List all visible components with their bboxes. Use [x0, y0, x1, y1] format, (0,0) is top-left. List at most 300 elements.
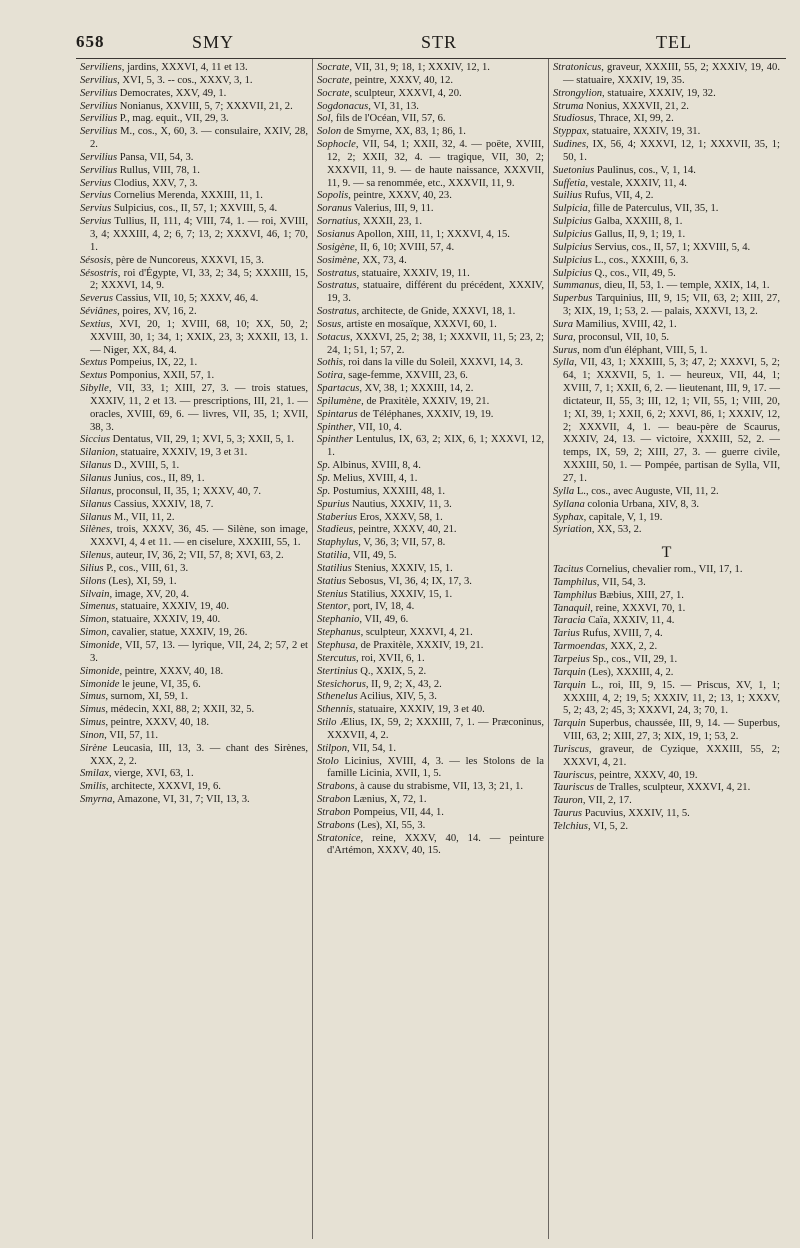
entry-references: , roi d'Égypte, VI, 33, 2; 34, 5; XXXIII, 15, 2; XXXVI, 14, 9.: [90, 267, 308, 292]
entry-references: Cassius, XXXIV, 18, 7.: [111, 498, 214, 510]
entry-headword: Spinther: [317, 434, 353, 446]
entry-headword: Sothis: [317, 357, 343, 369]
entry-headword: Spilumène: [317, 395, 362, 407]
entry-references: L., roi, III, 9, 15. — Priscus, XV, 1, 1; XXXIII, 4, 2; 19, 5; XXXIV, 11, 2; 13, 1; XXXV, 5, 2; 43, 2; 45, 3; XXXVI, 24, 3; 70, 1.: [563, 679, 780, 717]
entry-references: M., VII, 11, 2.: [111, 511, 175, 523]
entry-headword: Statilia: [317, 550, 348, 562]
index-entry: [80, 268, 308, 294]
entry-references: , VII, 31, 9; 18, 1; XXXIV, 12, 1.: [349, 62, 490, 73]
entry-headword: Simus: [80, 691, 106, 703]
entry-headword: Strabons: [317, 781, 355, 793]
page-number: 658: [76, 32, 105, 51]
entry-references: , statuaire, différent du précédent, XXXIV, 19, 3.: [327, 280, 544, 305]
index-entry: [80, 679, 308, 692]
entry-references: Rufus, XVIII, 7, 4.: [579, 628, 663, 640]
entry-headword: Syriation: [553, 524, 592, 536]
entry-headword: Socrate: [317, 62, 350, 73]
entry-headword: Simon: [80, 627, 107, 639]
index-entry: [317, 62, 544, 75]
index-entry: [80, 178, 308, 191]
entry-headword: Servilius: [80, 151, 118, 163]
entry-headword: Silius: [80, 562, 104, 574]
entry-references: , capitale, V, 1, 19.: [583, 511, 663, 523]
index-entry: [317, 190, 544, 203]
entry-headword: Sibylle: [80, 383, 109, 395]
entry-references: , statuaire, XXXIV, 19, 40.: [106, 614, 221, 626]
entry-references: Lentulus, IX, 63, 2; XIX, 6, 1; XXXVI, 12, 1.: [327, 434, 544, 459]
index-entry: [553, 615, 780, 628]
index-entry: [553, 512, 780, 525]
entry-headword: Solon: [317, 126, 342, 138]
entry-references: Eros, XXXV, 58, 1.: [357, 511, 443, 523]
entry-references: , médecin, XXI, 88, 2; XXII, 32, 5.: [105, 704, 255, 716]
entry-references: Leucasia, III, 13, 3. — chant des Sirènes, XXX, 2, 2.: [90, 742, 308, 767]
entry-references: Cornelius, chevalier rom., VII, 17, 1.: [583, 564, 743, 576]
entry-references: , XXXII, 23, 1.: [357, 216, 423, 228]
entry-headword: Simonide: [80, 678, 120, 690]
index-entry: [80, 319, 308, 358]
entry-headword: Sinon: [80, 729, 105, 741]
index-entry: [317, 807, 544, 820]
entry-references: Junius, cos., II, 89, 1.: [111, 473, 205, 484]
entry-references: Stenius, XXXIV, 15, 1.: [351, 562, 453, 574]
entry-headword: Sosus: [317, 318, 342, 330]
entry-references: , image, XV, 20, 4.: [109, 588, 189, 600]
entry-references: , nom d'un éléphant, VIII, 5, 1.: [577, 344, 708, 356]
entry-headword: Tarquin: [553, 679, 586, 691]
entry-references: , fille de Paterculus, VII, 35, 1.: [587, 203, 719, 215]
entry-headword: Spintarus: [317, 408, 358, 420]
entry-references: , peintre, XXXV, 40, 18.: [119, 665, 224, 677]
entry-references: Pansa, VII, 54, 3.: [117, 151, 194, 163]
index-entry: [80, 88, 308, 101]
entry-headword: Superbus: [553, 293, 593, 305]
entry-references: Sp., cos., VII, 29, 1.: [589, 653, 678, 665]
index-entry: [553, 680, 780, 719]
index-entry: [317, 229, 544, 242]
entry-references: Pacuvius, XXXIV, 11, 5.: [582, 808, 690, 820]
entry-references: , XXX, 2, 2.: [605, 641, 658, 653]
entry-references: , Thrace, XI, 99, 2.: [593, 113, 674, 125]
entry-headword: Sp.: [317, 473, 331, 484]
entry-references: Rullus, VIII, 78, 1.: [117, 164, 200, 176]
entry-headword: Socrate: [317, 74, 350, 86]
entry-headword: Spurius: [317, 498, 350, 510]
index-entry: [317, 781, 544, 794]
entry-headword: Sopolis: [317, 190, 349, 202]
entry-headword: Staberius: [317, 511, 358, 523]
index-entry: [317, 319, 544, 332]
entry-headword: Staphylus: [317, 537, 359, 549]
entry-references: L., cos., XXXIII, 6, 3.: [591, 254, 689, 266]
entry-references: , II, 6, 10; XVIII, 57, 4.: [354, 241, 455, 253]
entry-headword: Sp.: [317, 460, 331, 472]
header-center-guide-word: STR: [421, 32, 458, 52]
entry-references: , VII, 54, 3.: [596, 576, 646, 588]
entry-headword: Séviânes: [80, 306, 118, 318]
index-entry: [317, 422, 544, 435]
index-entry: [317, 743, 544, 756]
index-entry: [317, 640, 544, 653]
entry-references: Cornelius Merenda, XXXIII, 11, 1.: [111, 190, 263, 202]
entry-headword: Sura: [553, 331, 574, 343]
entry-references: D., XVIII, 5, 1.: [111, 460, 180, 472]
entry-references: P., mag. equit., VII, 29, 3.: [117, 113, 229, 125]
index-entry: [317, 357, 544, 370]
entry-references: , XX, 73, 4.: [357, 254, 407, 266]
index-entry: [317, 460, 544, 473]
index-entry: [553, 126, 780, 139]
entry-headword: Summanus: [553, 280, 599, 292]
entry-references: , reine, XXXVI, 70, 1.: [590, 602, 686, 614]
entry-headword: Tarquin: [553, 718, 586, 730]
entry-references: , VII, 33, 1; XIII, 27, 3. — trois statues, XXXIV, 11, 2 et 13. — prescriptions, III, 21, 1. — oracles, XVIII, 69, 6. — livres, VII, 35, 1; XVII, 38, 3.: [90, 383, 308, 433]
entry-references: , jardins, XXXVI, 4, 11 et 13.: [121, 62, 248, 73]
entry-references: , de Praxitèle, XXXIV, 19, 21.: [361, 395, 490, 407]
index-entry: [553, 242, 780, 255]
entry-headword: Stephusa: [317, 639, 356, 651]
entry-headword: Stilo: [317, 717, 337, 729]
entry-headword: Struma: [553, 100, 584, 112]
entry-headword: Tanaquil: [553, 602, 591, 614]
entry-references: Servius, cos., II, 57, 1; XXVIII, 5, 4.: [591, 241, 751, 253]
entry-headword: Smilax: [80, 768, 109, 780]
entry-headword: Silenus: [80, 550, 111, 562]
entry-references: , de Praxitèle, XXXIV, 19, 21.: [355, 639, 484, 651]
entry-headword: Servius: [80, 190, 112, 202]
entry-references: , VII, 10, 4.: [352, 421, 402, 433]
entry-references: Mamilius, XVIII, 42, 1.: [573, 318, 677, 330]
entry-headword: Strabons: [317, 819, 355, 831]
index-entry: [80, 370, 308, 383]
entry-headword: Servilius: [80, 74, 118, 86]
entry-references: Cassius, VII, 10, 5; XXXV, 46, 4.: [112, 293, 259, 305]
entry-headword: Sthennis: [317, 704, 353, 716]
entry-headword: Servilius: [80, 100, 118, 112]
entry-headword: Sp.: [317, 485, 331, 497]
index-entry: [80, 717, 308, 730]
entry-references: , père de Nuncoreus, XXXVI, 15, 3.: [110, 254, 264, 266]
entry-references: , VII, 43, 1; XXXIII, 5, 3; 47, 2; XXXVI, 5, 2; 64, 1; XXXVII, 5, 1. — heureux, VII, 44, 1; XVIII, 7, 1; XXII, 6, 2. — lieutenant, III, 9, 17. — dictateur, II, 55, 3; III, 12, 1; VII, 55, 1; VIII, 20, 1; XI, 39, 1; XXII, 6, 2; XXVI, 86, 1; XXXIV, 12, 2; XXXVII, 4, 1. — beau-père de Scaurus, XXXIV, 24, 13. — victoire, XXXIII, 52, 2. — temps, IX, 59, 2; XIII, 27, 3. — guerre civile, XXXIII, 50, 1. — Pompée, partisan de Sylla, VII, 27, 1.: [563, 357, 780, 484]
index-entry: [80, 460, 308, 473]
entry-headword: Sylla: [553, 485, 575, 497]
entry-headword: Silanus: [80, 460, 112, 472]
index-entry: [317, 370, 544, 383]
entry-references: , VII, 54, 1.: [347, 742, 396, 754]
entry-references: Sulpicius, cos., II, 57, 1; XXVIII, 5, 4.: [111, 203, 278, 215]
entry-headword: Strabon: [317, 794, 351, 806]
entry-headword: Tauriscus: [553, 782, 594, 794]
index-entry: [553, 101, 780, 114]
entry-headword: Silons: [80, 575, 106, 587]
entry-headword: Stertinius: [317, 665, 358, 677]
entry-headword: Servius: [80, 203, 112, 215]
entry-headword: Suffetia: [553, 177, 586, 189]
entry-references: Valerius, III, 9, 11.: [351, 203, 434, 215]
entry-references: , dieu, II, 53, 1. — temple, XXIX, 14, 1.: [598, 280, 770, 292]
entry-references: Melius, XVIII, 4, 1.: [330, 473, 418, 484]
entry-references: , surnom, XI, 59, 1.: [105, 691, 188, 703]
entry-references: , sculpteur, XXXVI, 4, 21.: [360, 627, 473, 639]
index-entry: [553, 255, 780, 268]
entry-references: Albinus, XVIII, 8, 4.: [330, 460, 421, 472]
index-entry: [553, 203, 780, 216]
index-entry: [553, 62, 780, 88]
entry-headword: Sosigène: [317, 241, 355, 253]
entry-headword: Statius: [317, 575, 346, 587]
entry-references: , peintre, XXXV, 40, 23.: [348, 190, 452, 202]
entry-headword: Sornatius: [317, 216, 358, 228]
index-entry: [80, 563, 308, 576]
entry-headword: Sylla: [553, 357, 575, 369]
index-entry: [317, 691, 544, 704]
entry-references: , roi, XVII, 6, 1.: [356, 652, 425, 664]
entry-references: Paulinus, cos., V, 1, 14.: [594, 164, 696, 176]
entry-headword: Tauriscus: [553, 769, 594, 781]
index-column-3: [548, 59, 784, 1239]
index-entry: [80, 293, 308, 306]
index-entry: [553, 641, 780, 654]
entry-headword: Stadieus: [317, 524, 353, 536]
entry-headword: Stolo: [317, 755, 339, 767]
index-entry: [317, 601, 544, 614]
entry-references: , Amazone, VI, 31, 7; VII, 13, 3.: [112, 794, 250, 806]
entry-references: , à cause du strabisme, VII, 13, 3; 21, 1.: [354, 781, 524, 793]
entry-headword: Tamphilus: [553, 589, 597, 601]
entry-references: , VII, 57, 11.: [104, 729, 158, 741]
index-entry: [80, 576, 308, 589]
index-entry: [317, 332, 544, 358]
entry-references: , peintre, XXXV, 40, 12.: [349, 74, 454, 86]
entry-references: , VII, 49, 6.: [359, 614, 409, 626]
entry-headword: Syphax: [553, 511, 584, 523]
entry-references: Acilius, XIV, 5, 3.: [357, 691, 437, 703]
entry-references: de Tralles, sculpteur, XXXVI, 4, 21.: [593, 782, 751, 794]
entry-headword: Sextus: [80, 357, 108, 369]
entry-references: , peintre, XXXV, 40, 21.: [352, 524, 457, 536]
entry-references: Pomponius, XXII, 57, 1.: [107, 370, 215, 382]
index-entry: [80, 473, 308, 486]
index-entry: [80, 190, 308, 203]
index-entry: [553, 190, 780, 203]
index-entry: [317, 409, 544, 422]
index-entry: [80, 75, 308, 88]
entry-references: , XVI, 20, 1; XVIII, 68, 10; XX, 50, 2; XXVIII, 30, 1; 34, 1; XXIX, 23, 3; XXXII, 13, 1. — Niger, XX, 84, 4.: [90, 318, 308, 356]
index-entry: [553, 628, 780, 641]
index-entry: [553, 524, 780, 537]
index-entry: [317, 666, 544, 679]
entry-headword: Simenus: [80, 601, 116, 613]
index-entry: [553, 808, 780, 821]
index-entry: [553, 499, 780, 512]
entry-references: Superbus, chaussée, III, 9, 14. — Superbus, VIII, 63, 2; XIII, 27, 3; XIX, 19, 1; 53, 2.: [563, 718, 780, 743]
index-entry: [80, 255, 308, 268]
index-entry: [553, 229, 780, 242]
entry-headword: Simonide: [80, 665, 120, 677]
index-entry: [317, 653, 544, 666]
entry-headword: Sosimène: [317, 254, 358, 266]
entry-references: , VI, 5, 2.: [587, 820, 629, 832]
entry-references: , statuaire, XXXIV, 19, 3 et 40.: [352, 704, 485, 716]
entry-headword: Telchius: [553, 820, 588, 832]
entry-references: Licinius, XVIII, 4, 3. — les Stolons de la famille Licinia, XVII, 1, 5.: [327, 755, 544, 780]
index-entry: [553, 113, 780, 126]
entry-references: Q., cos., VII, 49, 5.: [591, 267, 676, 279]
entry-headword: Silanus: [80, 498, 112, 510]
index-entry: [80, 640, 308, 666]
entry-headword: Sophocle: [317, 139, 356, 151]
entry-references: L., cos., avec Auguste, VII, 11, 2.: [574, 485, 719, 497]
index-entry: [80, 62, 308, 75]
index-entry: [80, 627, 308, 640]
entry-references: de Smyrne, XX, 83, 1; 86, 1.: [341, 126, 466, 138]
header-left-guide-word: SMY: [192, 32, 235, 52]
index-entry: [553, 564, 780, 577]
entry-headword: Sura: [553, 318, 574, 330]
index-entry: [80, 434, 308, 447]
index-entry: [317, 756, 544, 782]
index-entry: [553, 770, 780, 783]
entry-references: , statuaire, XXXIV, 19, 11.: [356, 267, 470, 279]
index-entry: [80, 794, 308, 807]
index-entry: [553, 744, 780, 770]
index-entry: [553, 165, 780, 178]
entry-headword: Silanus: [80, 473, 112, 484]
index-entry: [317, 113, 544, 126]
entry-references: , graveur, XXXIII, 55, 2; XXXIV, 19, 40. — statuaire, XXXIV, 19, 35.: [563, 62, 780, 86]
entry-references: Nautius, XXXIV, 11, 3.: [349, 498, 452, 510]
entry-references: Q., XXIX, 5, 2.: [357, 665, 427, 677]
index-entry: [553, 293, 780, 319]
index-entry: [317, 280, 544, 306]
entry-references: , V, 36, 3; VII, 57, 8.: [358, 537, 446, 549]
entry-references: , architecte, de Gnide, XXXVI, 18, 1.: [356, 306, 516, 318]
entry-references: Lænius, X, 72, 1.: [350, 794, 427, 806]
entry-headword: Servius: [80, 216, 112, 228]
section-letter: T: [661, 544, 672, 562]
index-entry: [80, 203, 308, 216]
entry-headword: Suetonius: [553, 164, 595, 176]
entry-references: Rufus, VII, 4, 2.: [581, 190, 654, 202]
header-right-guide-word: TEL: [656, 32, 692, 52]
entry-headword: Silanus: [80, 485, 112, 497]
index-entry: [80, 512, 308, 525]
entry-headword: Studiosus: [553, 113, 594, 125]
entry-references: , roi dans la ville du Soleil, XXXVI, 14, 3.: [342, 357, 523, 369]
index-entry: [317, 820, 544, 833]
index-entry: [317, 524, 544, 537]
entry-headword: Sostratus: [317, 267, 357, 279]
entry-headword: Turiscus: [553, 743, 589, 755]
entry-references: Galba, XXXIII, 8, 1.: [591, 216, 683, 228]
index-entry: [553, 782, 780, 795]
entry-references: , architecte, XXXVI, 19, 6.: [105, 781, 221, 793]
entry-headword: Socrate: [317, 87, 350, 99]
entry-headword: Taracia: [553, 615, 586, 627]
entry-references: , graveur, de Cyzique, XXXIII, 55, 2; XXXVI, 4, 21.: [563, 743, 780, 768]
entry-references: Gallus, II, 9, 1; 19, 1.: [591, 228, 686, 240]
entry-headword: Stephanus: [317, 627, 361, 639]
index-entry: [80, 614, 308, 627]
index-entry: [80, 216, 308, 255]
index-entry: [317, 473, 544, 486]
entry-references: colonia Urbana, XIV, 8, 3.: [584, 498, 700, 510]
entry-references: , peintre, XXXV, 40, 18.: [105, 717, 209, 729]
entry-references: , XX, 53, 2.: [591, 524, 642, 536]
entry-headword: Tacitus: [553, 564, 584, 576]
entry-references: Pompeius, VII, 44, 1.: [350, 806, 444, 818]
index-entry: [317, 794, 544, 807]
entry-headword: Styppax: [553, 126, 587, 138]
entry-references: (Les), XI, 59, 1.: [105, 575, 177, 587]
entry-headword: Sulpicia: [553, 203, 588, 215]
entry-headword: Serviliens: [80, 62, 122, 73]
entry-references: , vestale, XXXIV, 11, 4.: [585, 177, 687, 189]
index-entry: [553, 345, 780, 358]
entry-references: , statuaire, XXXIV, 19, 31.: [586, 126, 701, 138]
entry-headword: Spinther: [317, 421, 353, 433]
index-entry: [553, 280, 780, 293]
entry-headword: Silvain: [80, 588, 110, 600]
index-column-1: [76, 59, 312, 1239]
entry-headword: Strabon: [317, 806, 351, 818]
entry-headword: Sotira: [317, 370, 343, 382]
index-entry: [80, 383, 308, 434]
index-entry: [317, 512, 544, 525]
index-entry: [317, 499, 544, 512]
entry-headword: Stephanio: [317, 614, 360, 626]
entry-headword: Sulpicius: [553, 216, 592, 228]
index-entry: [317, 396, 544, 409]
index-entry: [553, 603, 780, 616]
entry-references: Statilius, XXXIV, 15, 1.: [347, 588, 453, 600]
entry-headword: Taurus: [553, 808, 583, 820]
index-entry: [80, 486, 308, 499]
index-entry: [317, 576, 544, 589]
index-entry: [80, 730, 308, 743]
entry-references: , VII, 49, 5.: [347, 550, 397, 562]
entry-references: Tullius, II, 111, 4; VIII, 74, 1. — roi, XVIII, 3, 4; XXXIII, 4, 2; 6, 7; 13, 2; XXXVI, 46, 1; 70, 1.: [90, 216, 308, 253]
index-entry: [80, 589, 308, 602]
entry-references: de Téléphanes, XXXIV, 19, 19.: [357, 408, 494, 420]
entry-headword: Stratonice: [317, 832, 361, 844]
index-entry: [317, 486, 544, 499]
entry-headword: Soranus: [317, 203, 352, 215]
entry-headword: Sulpicius: [553, 228, 592, 240]
index-entry: [80, 781, 308, 794]
index-entry: [80, 357, 308, 370]
entry-references: , XVI, 5, 3. -- cos., XXXV, 3, 1.: [117, 74, 253, 86]
entry-references: , auteur, IV, 36, 2; VII, 57, 8; XVI, 63, 2.: [110, 550, 284, 562]
index-entry: [553, 357, 780, 485]
entry-references: Ælius, IX, 59, 2; XXXIII, 7, 1. — Præconinus, XXXVII, 4, 2.: [327, 717, 544, 741]
index-entry: [317, 88, 544, 101]
entry-headword: Sostratus: [317, 306, 357, 318]
index-entry: [80, 113, 308, 126]
entry-headword: Surus: [553, 344, 578, 356]
index-entry: [317, 75, 544, 88]
entry-headword: Tamphilus: [553, 576, 597, 588]
entry-headword: Tauron: [553, 795, 583, 807]
index-entry: [317, 383, 544, 396]
index-column-2: [312, 59, 548, 1239]
index-entry: [80, 601, 308, 614]
entry-references: Clodius, XXV, 7, 3.: [111, 177, 198, 189]
entry-headword: Simon: [80, 614, 107, 626]
entry-headword: Smyrna: [80, 794, 113, 806]
entry-references: Sebosus, VI, 36, 4; IX, 17, 3.: [345, 575, 472, 587]
entry-references: , vierge, XVI, 63, 1.: [108, 768, 194, 780]
